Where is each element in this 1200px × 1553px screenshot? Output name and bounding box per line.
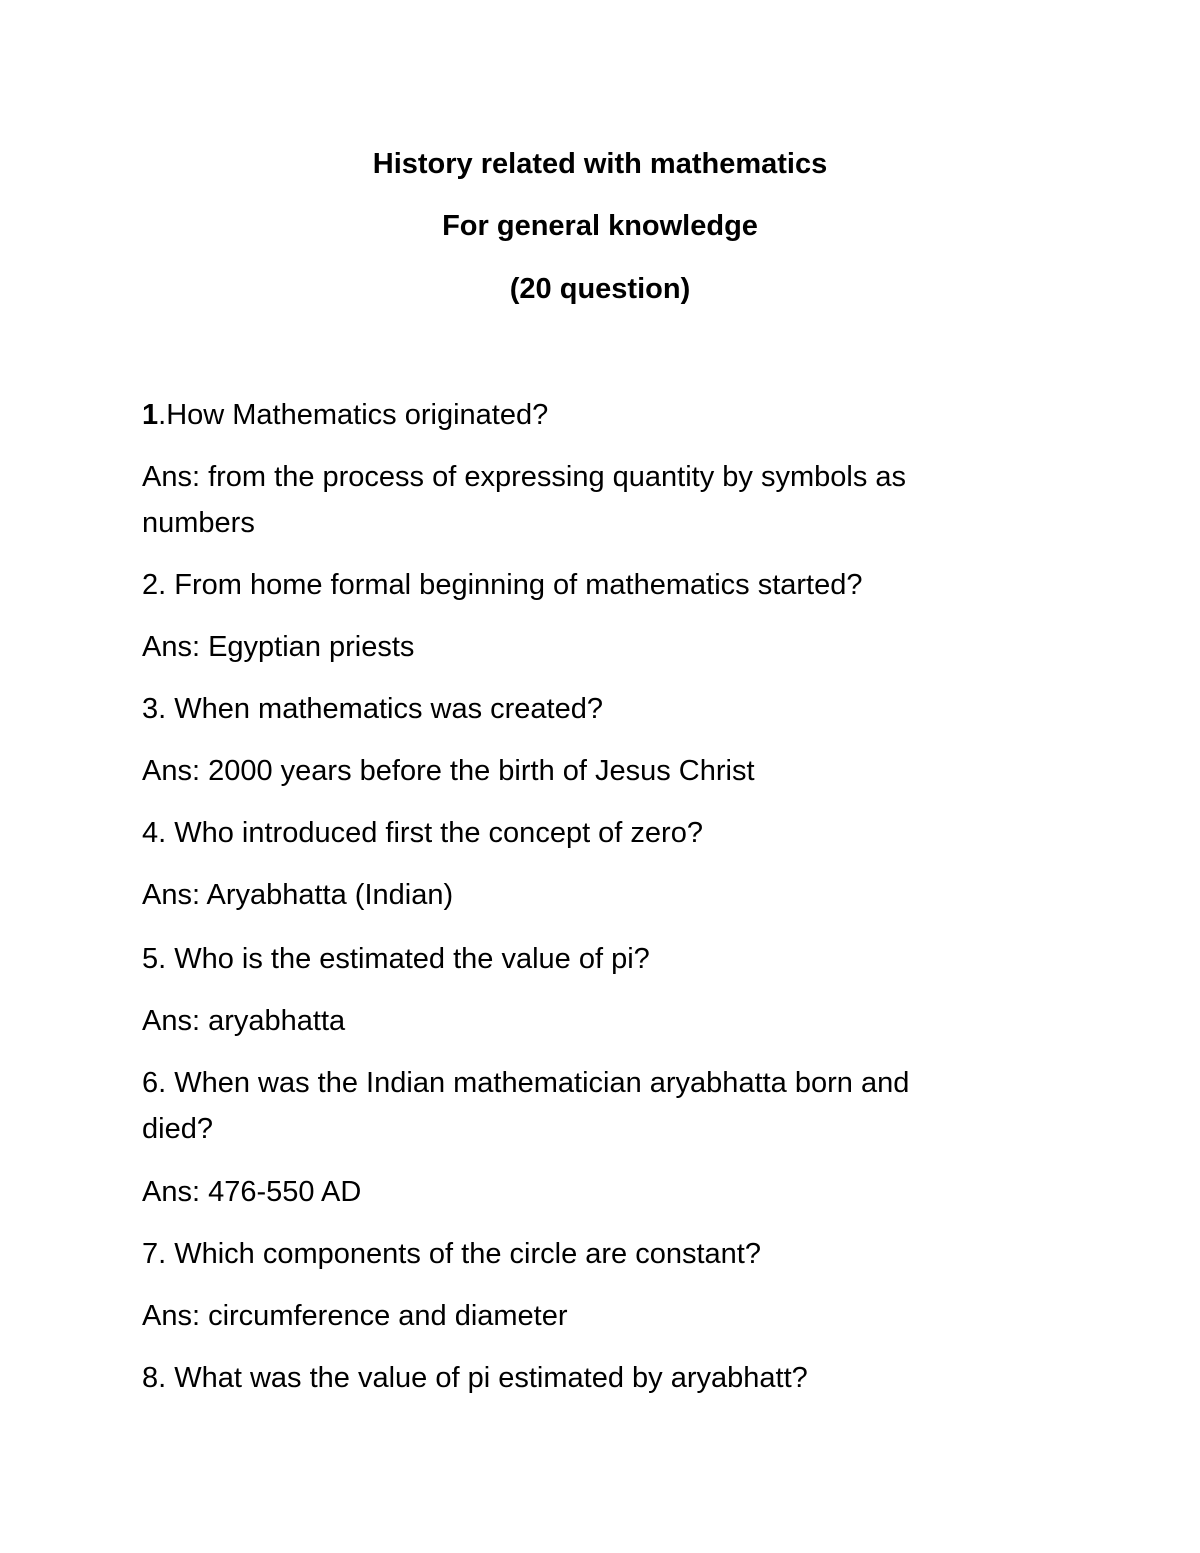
document-subtitle: For general knowledge (442, 210, 758, 242)
question-2: 2. From home formal beginning of mathematics started? (142, 569, 863, 601)
question-5: 5. Who is the estimated the value of pi? (142, 943, 650, 975)
answer-6: Ans: 476-550 AD (142, 1176, 362, 1208)
document-title: History related with mathematics (372, 148, 828, 180)
answer-3: Ans: 2000 years before the birth of Jesus Christ (142, 755, 755, 787)
question-3: 3. When mathematics was created? (142, 693, 603, 725)
question-6-continued: died? (142, 1113, 213, 1145)
answer-5: Ans: aryabhatta (142, 1005, 346, 1037)
answer-7: Ans: circumference and diameter (142, 1300, 568, 1332)
question-1 (142, 392, 1042, 438)
question-1-text: .How Mathematics originated? (158, 399, 549, 431)
question-1-number: 1 (142, 399, 159, 431)
answer-1: Ans: from the process of expressing quantity by symbols as (142, 461, 907, 493)
answer-2: Ans: Egyptian priests (142, 631, 415, 663)
question-4: 4. Who introduced first the concept of zero? (142, 817, 703, 849)
question-6: 6. When was the Indian mathematician aryabhatta born and (142, 1067, 910, 1099)
question-8: 8. What was the value of pi estimated by aryabhatt? (142, 1362, 808, 1394)
answer-4: Ans: Aryabhatta (Indian) (142, 879, 454, 911)
question-7: 7. Which components of the circle are constant? (142, 1238, 761, 1270)
question-count: (20 question) (509, 273, 691, 305)
answer-1-continued: numbers (142, 507, 255, 539)
